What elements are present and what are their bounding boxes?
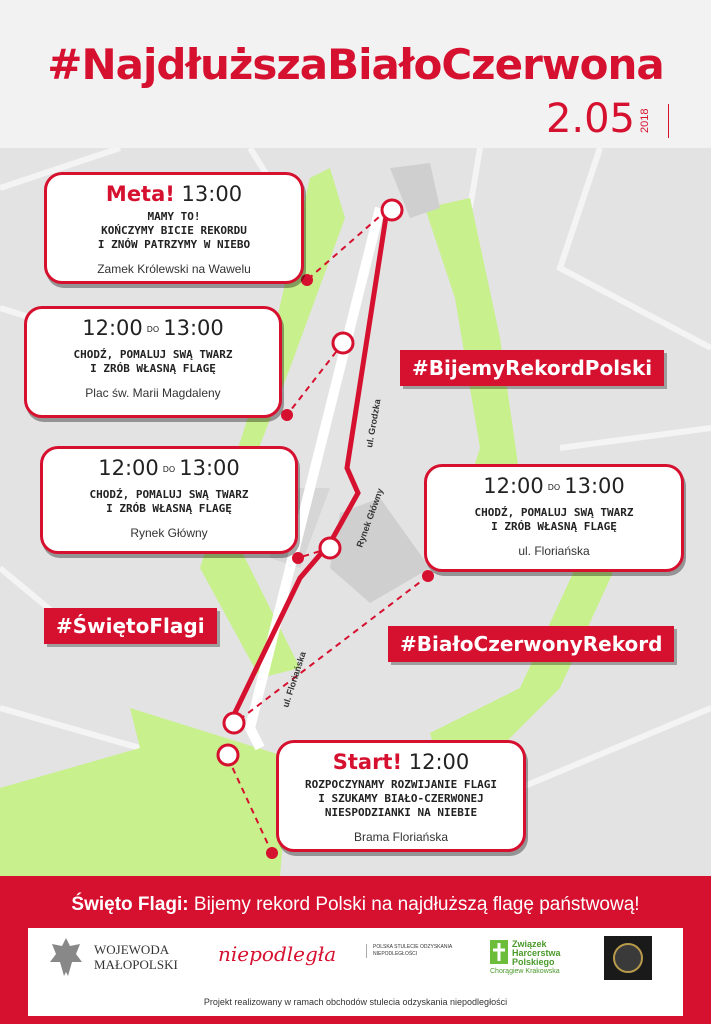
card-start [276,740,526,852]
card-meta-place: Zamek Królewski na Wawelu [97,262,251,276]
card-start-desc2: I SZUKAMY BIAŁO-CZERWONEJ [318,792,484,805]
tag-bialoczerwony: #BiałoCzerwonyRekord [388,626,674,662]
header [0,0,711,148]
card-meta [44,172,304,284]
card-rynek-desc1: CHODŹ, POMALUJ SWĄ TWARZ [89,488,249,501]
card-meta-desc2: KOŃCZYMY BICIE REKORDU [101,224,247,237]
card-florianska [424,464,684,572]
card-florianska-sep: DO [547,482,561,492]
card-start-desc3: NIESPODZIANKI NA NIEBIE [324,806,478,819]
card-meta-label: Meta! [105,182,175,206]
partner-logos [28,928,683,1016]
card-magdaleny [24,306,282,418]
card-magdaleny-to: 13:00 [163,316,224,340]
zhp-subtitle: Chorągiew Krakowska [490,968,560,975]
street-label-florianska: ul. Floriańska [280,650,308,709]
card-start-desc1: ROZPOCZYNAMY ROZWIJANIE FLAGI [304,778,498,791]
niepodlegla-subtitle: POLSKA STULECIE ODZYSKANIA NIEPODLEGŁOŚCI [366,944,456,958]
route-map [0,148,711,876]
banner-slogan [0,894,711,916]
card-magdaleny-desc1: CHODŹ, POMALUJ SWĄ TWARZ [73,348,233,361]
card-florianska-to: 13:00 [564,474,625,498]
card-rynek-desc2: I ZRÓB WŁASNĄ FLAGĘ [106,502,232,515]
card-magdaleny-from: 12:00 [82,316,143,340]
card-magdaleny-place: Plac św. Marii Magdaleny [85,386,221,400]
card-rynek-to: 13:00 [179,456,240,480]
card-magdaleny-desc2: I ZRÓB WŁASNĄ FLAGĘ [90,362,216,375]
tag-rekord-polski: #BijemyRekordPolski [400,350,664,386]
wojewoda-line2: MAŁOPOLSKI [94,957,178,972]
tag-swieto-flagi: #ŚwiętoFlagi [44,608,217,644]
card-florianska-place: ul. Floriańska [518,544,590,558]
street-label-rynek: Rynek Główny [354,486,386,549]
card-meta-desc1: MAMY TO! [147,210,201,223]
card-magdaleny-sep: DO [146,324,160,334]
card-start-place: Brama Floriańska [353,830,449,844]
card-meta-desc3: I ZNÓW PATRZYMY W NIEBO [97,238,251,251]
card-rynek [40,446,298,554]
card-meta-time: 13:00 [181,182,243,206]
bottom-banner [0,876,711,1024]
card-start-label: Start! [332,750,403,774]
partner-badge-icon [604,936,652,980]
event-date: 2.05 [545,96,635,142]
wojewoda-logo [94,942,178,972]
zhp-logo: Związek Harcerstwa Polskiego [512,939,561,967]
banner-lead: Święto Flagi: [71,894,189,915]
zhp-cross-icon [490,940,508,964]
niepodlegla-logo: niepodległa [218,942,337,966]
footer-note: Projekt realizowany w ramach obchodów stulecia odzyskania niepodległości [203,997,508,1007]
wojewoda-line1: WOJEWODA [94,942,170,957]
card-florianska-from: 12:00 [483,474,544,498]
page-title: #NajdłuższaBiałoCzerwona [47,40,664,89]
eagle-emblem-icon [46,936,86,980]
card-rynek-place: Rynek Główny [130,526,208,540]
card-florianska-desc2: I ZRÓB WŁASNĄ FLAGĘ [491,520,617,533]
event-year: 2018 [639,104,669,138]
card-florianska-desc1: CHODŹ, POMALUJ SWĄ TWARZ [474,506,634,519]
street-label-grodzka: ul. Grodzka [364,398,383,449]
banner-text: Bijemy rekord Polski na najdłuższą flagę państwową! [193,894,640,915]
card-rynek-from: 12:00 [98,456,159,480]
card-rynek-sep: DO [162,464,176,474]
card-start-time: 12:00 [408,750,470,774]
